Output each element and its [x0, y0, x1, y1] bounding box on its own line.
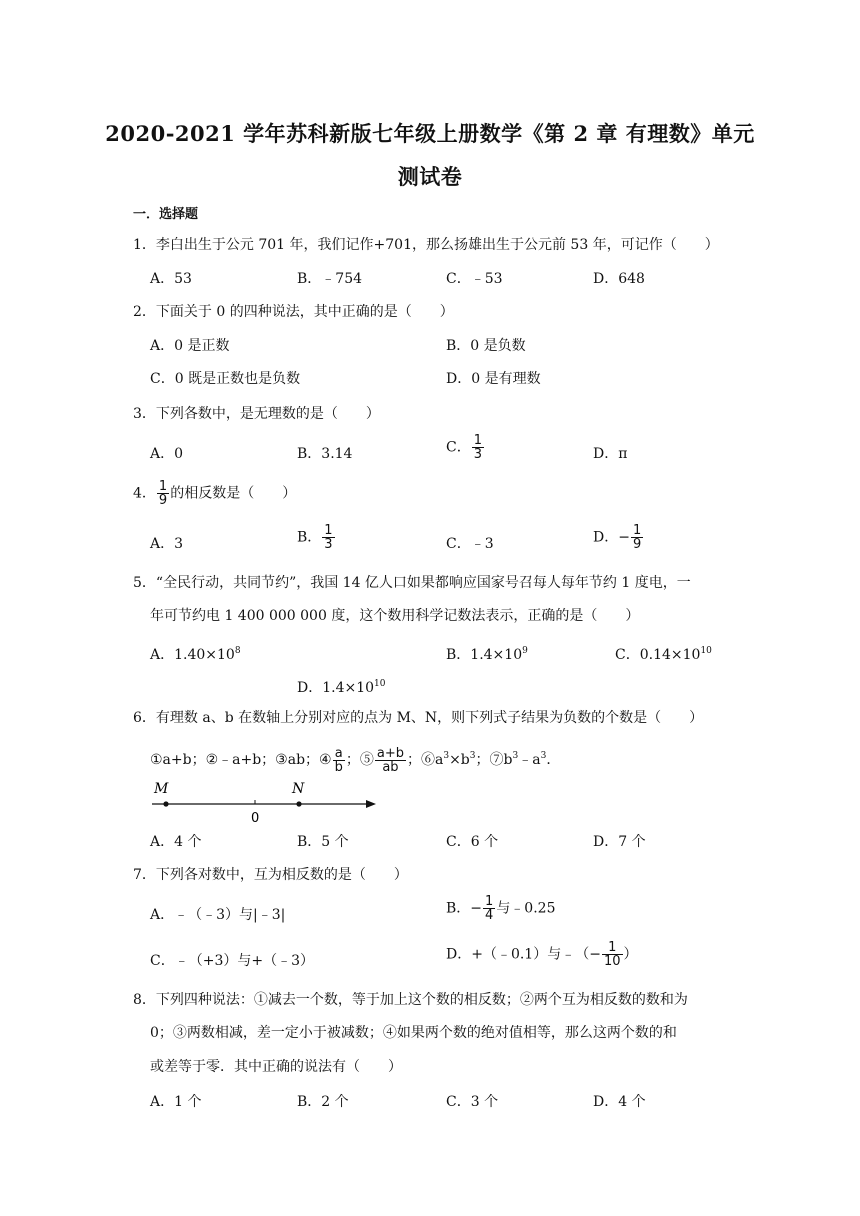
- exponent: 3: [443, 751, 450, 761]
- option-text: D．1.4×10: [297, 680, 375, 696]
- fraction-denominator: 9: [632, 537, 642, 552]
- number-line-diagram: [148, 779, 388, 829]
- fraction-numerator: 1: [473, 433, 482, 448]
- fraction: [333, 747, 345, 774]
- q8-option-c: C．3 个: [446, 1094, 499, 1110]
- option-text: A．1.40×10: [150, 647, 235, 663]
- q5-option-c: [615, 641, 712, 665]
- question-1-stem: 1．李白出生于公元 701 年，我们记作+701，那么扬雄出生于公元前 53 年，可记作（ ）: [133, 237, 719, 253]
- exponent: 3: [512, 751, 519, 761]
- q6-expressions: [150, 746, 560, 774]
- fraction-numerator: 1: [602, 941, 623, 955]
- q4-option-b: [297, 524, 336, 551]
- minus-sign: −: [589, 946, 601, 963]
- zero-label: 0: [251, 811, 260, 826]
- expression-text: ；⑤: [345, 752, 374, 768]
- point-n: [296, 801, 301, 806]
- question-5-stem-line2: 年可节约电 1 400 000 000 度，这个数用科学记数法表示，正确的是（ ）: [150, 608, 640, 624]
- q4-option-d: [593, 524, 644, 551]
- arrow-head-icon: [366, 800, 376, 808]
- option-label: B．: [297, 529, 322, 546]
- fraction: [157, 480, 169, 507]
- fraction: [375, 747, 406, 774]
- q3-option-b: B．3.14: [297, 446, 353, 462]
- q6-option-b: B．5 个: [297, 834, 349, 850]
- q5-option-b: [446, 641, 528, 665]
- fraction-numerator: 1: [324, 523, 333, 538]
- page-title-line2: 测试卷: [397, 164, 463, 189]
- q1-option-b: B．﹣754: [297, 271, 363, 287]
- expression-text: ①a+b；②﹣a+b；③ab；④: [150, 752, 332, 768]
- question-8-stem-line3: 或差等于零．其中正确的说法有（ ）: [150, 1059, 402, 1075]
- exponent: 9: [522, 646, 528, 656]
- q5-option-d: [297, 674, 386, 698]
- option-text: ）: [623, 946, 638, 963]
- q4-option-a: A．3: [150, 536, 184, 552]
- expression-text: ；⑥a: [406, 752, 444, 768]
- q8-option-d: D．4 个: [593, 1094, 646, 1110]
- q3-option-a: A．0: [150, 446, 184, 462]
- fraction-denominator: 3: [324, 537, 333, 552]
- minus-sign: −: [470, 900, 483, 917]
- q2-option-a: A．0 是正数: [150, 338, 230, 354]
- fraction-denominator: b: [334, 759, 343, 775]
- minus-sign: −: [618, 529, 630, 546]
- question-number: 4．: [133, 485, 156, 502]
- question-3-stem: 3．下列各数中，是无理数的是（ ）: [133, 406, 380, 422]
- exponent: 10: [700, 646, 712, 656]
- fraction-numerator: 1: [158, 479, 168, 494]
- fraction-denominator: 9: [158, 493, 168, 508]
- fraction-numerator: a: [333, 747, 345, 761]
- expression-text: ×b: [449, 752, 470, 768]
- fraction-denominator: 3: [473, 447, 482, 462]
- question-5-stem-line1: 5．“全民行动，共同节约”，我国 14 亿人口如果都响应国家号召每人每年节约 1 度电，一: [133, 575, 691, 591]
- q4-option-c: C．﹣3: [446, 536, 494, 552]
- question-text: 的相反数是（ ）: [170, 485, 297, 502]
- q3-option-c: [446, 434, 485, 461]
- q1-option-a: A．53: [150, 271, 192, 287]
- q8-option-b: B．2 个: [297, 1094, 349, 1110]
- question-8-stem-line1: 8．下列四种说法：①减去一个数，等于加上这个数的相反数；②两个互为相反数的数和为: [133, 992, 688, 1008]
- question-7-stem: 7．下列各对数中，互为相反数的是（ ）: [133, 867, 408, 883]
- page-title: 2020-2021 学年苏科新版七年级上册数学《第 2 章 有理数》单元: [105, 121, 755, 146]
- question-6-stem: 6．有理数 a、b 在数轴上分别对应的点为 M、N，则下列式子结果为负数的个数是（ ）: [133, 710, 704, 726]
- point-m: [163, 801, 168, 806]
- fraction-numerator: 1: [632, 523, 642, 538]
- q1-option-c: C．﹣53: [446, 271, 503, 287]
- point-n-label: N: [292, 781, 305, 797]
- q2-option-d: D．0 是有理数: [446, 371, 541, 387]
- option-label: D．: [593, 529, 619, 546]
- q5-option-a: [150, 641, 241, 665]
- q3-option-c-label: C．: [446, 439, 471, 456]
- fraction-numerator: 1: [485, 894, 494, 909]
- exponent: 8: [234, 646, 241, 656]
- q6-option-a: A．4 个: [150, 834, 202, 850]
- expression-text: ．: [546, 752, 561, 768]
- exponent: 10: [374, 679, 386, 689]
- expression-text: ；⑦b: [475, 752, 513, 768]
- q1-option-d: D．648: [593, 271, 645, 287]
- fraction: [322, 524, 334, 551]
- option-text: 与﹣0.25: [496, 900, 556, 917]
- question-4-stem: [133, 480, 296, 507]
- question-8-stem-line2: 0；③两数相减，差一定小于被减数；④如果两个数的绝对值相等，那么这两个数的和: [150, 1025, 677, 1041]
- option-label: B．: [446, 900, 471, 917]
- q7-option-a: A．﹣（﹣3）与|﹣3|: [150, 907, 286, 923]
- fraction: [483, 895, 495, 922]
- q2-option-c: C．0 既是正数也是负数: [150, 371, 301, 387]
- q6-option-d: D．7 个: [593, 834, 646, 850]
- fraction-numerator: a+b: [376, 745, 404, 761]
- exponent: 3: [540, 751, 547, 761]
- q3-option-d: D．π: [593, 446, 628, 462]
- expression-text: ﹣a: [518, 752, 541, 768]
- fraction: [631, 524, 643, 551]
- q7-option-b: [446, 895, 555, 922]
- fraction-denominator: 4: [485, 908, 494, 923]
- fraction: [472, 434, 484, 461]
- fraction: [602, 941, 623, 968]
- fraction-denominator: ab: [382, 759, 399, 775]
- exponent: 3: [469, 751, 476, 761]
- option-text: D．+（﹣0.1）与﹣（: [446, 946, 590, 963]
- q6-option-c: C．6 个: [446, 834, 499, 850]
- q7-option-c: C．﹣（+3）与+（﹣3）: [150, 953, 314, 969]
- q7-option-d: [446, 941, 638, 968]
- q8-option-a: A．1 个: [150, 1094, 202, 1110]
- point-m-label: M: [154, 781, 169, 797]
- section-heading: 一．选择题: [133, 207, 199, 222]
- fraction-denominator: 10: [603, 954, 621, 969]
- option-text: B．1.4×10: [446, 647, 523, 663]
- option-text: C．0.14×10: [615, 647, 701, 663]
- q2-option-b: B．0 是负数: [446, 338, 526, 354]
- question-2-stem: 2．下面关于 0 的四种说法，其中正确的是（ ）: [133, 304, 454, 320]
